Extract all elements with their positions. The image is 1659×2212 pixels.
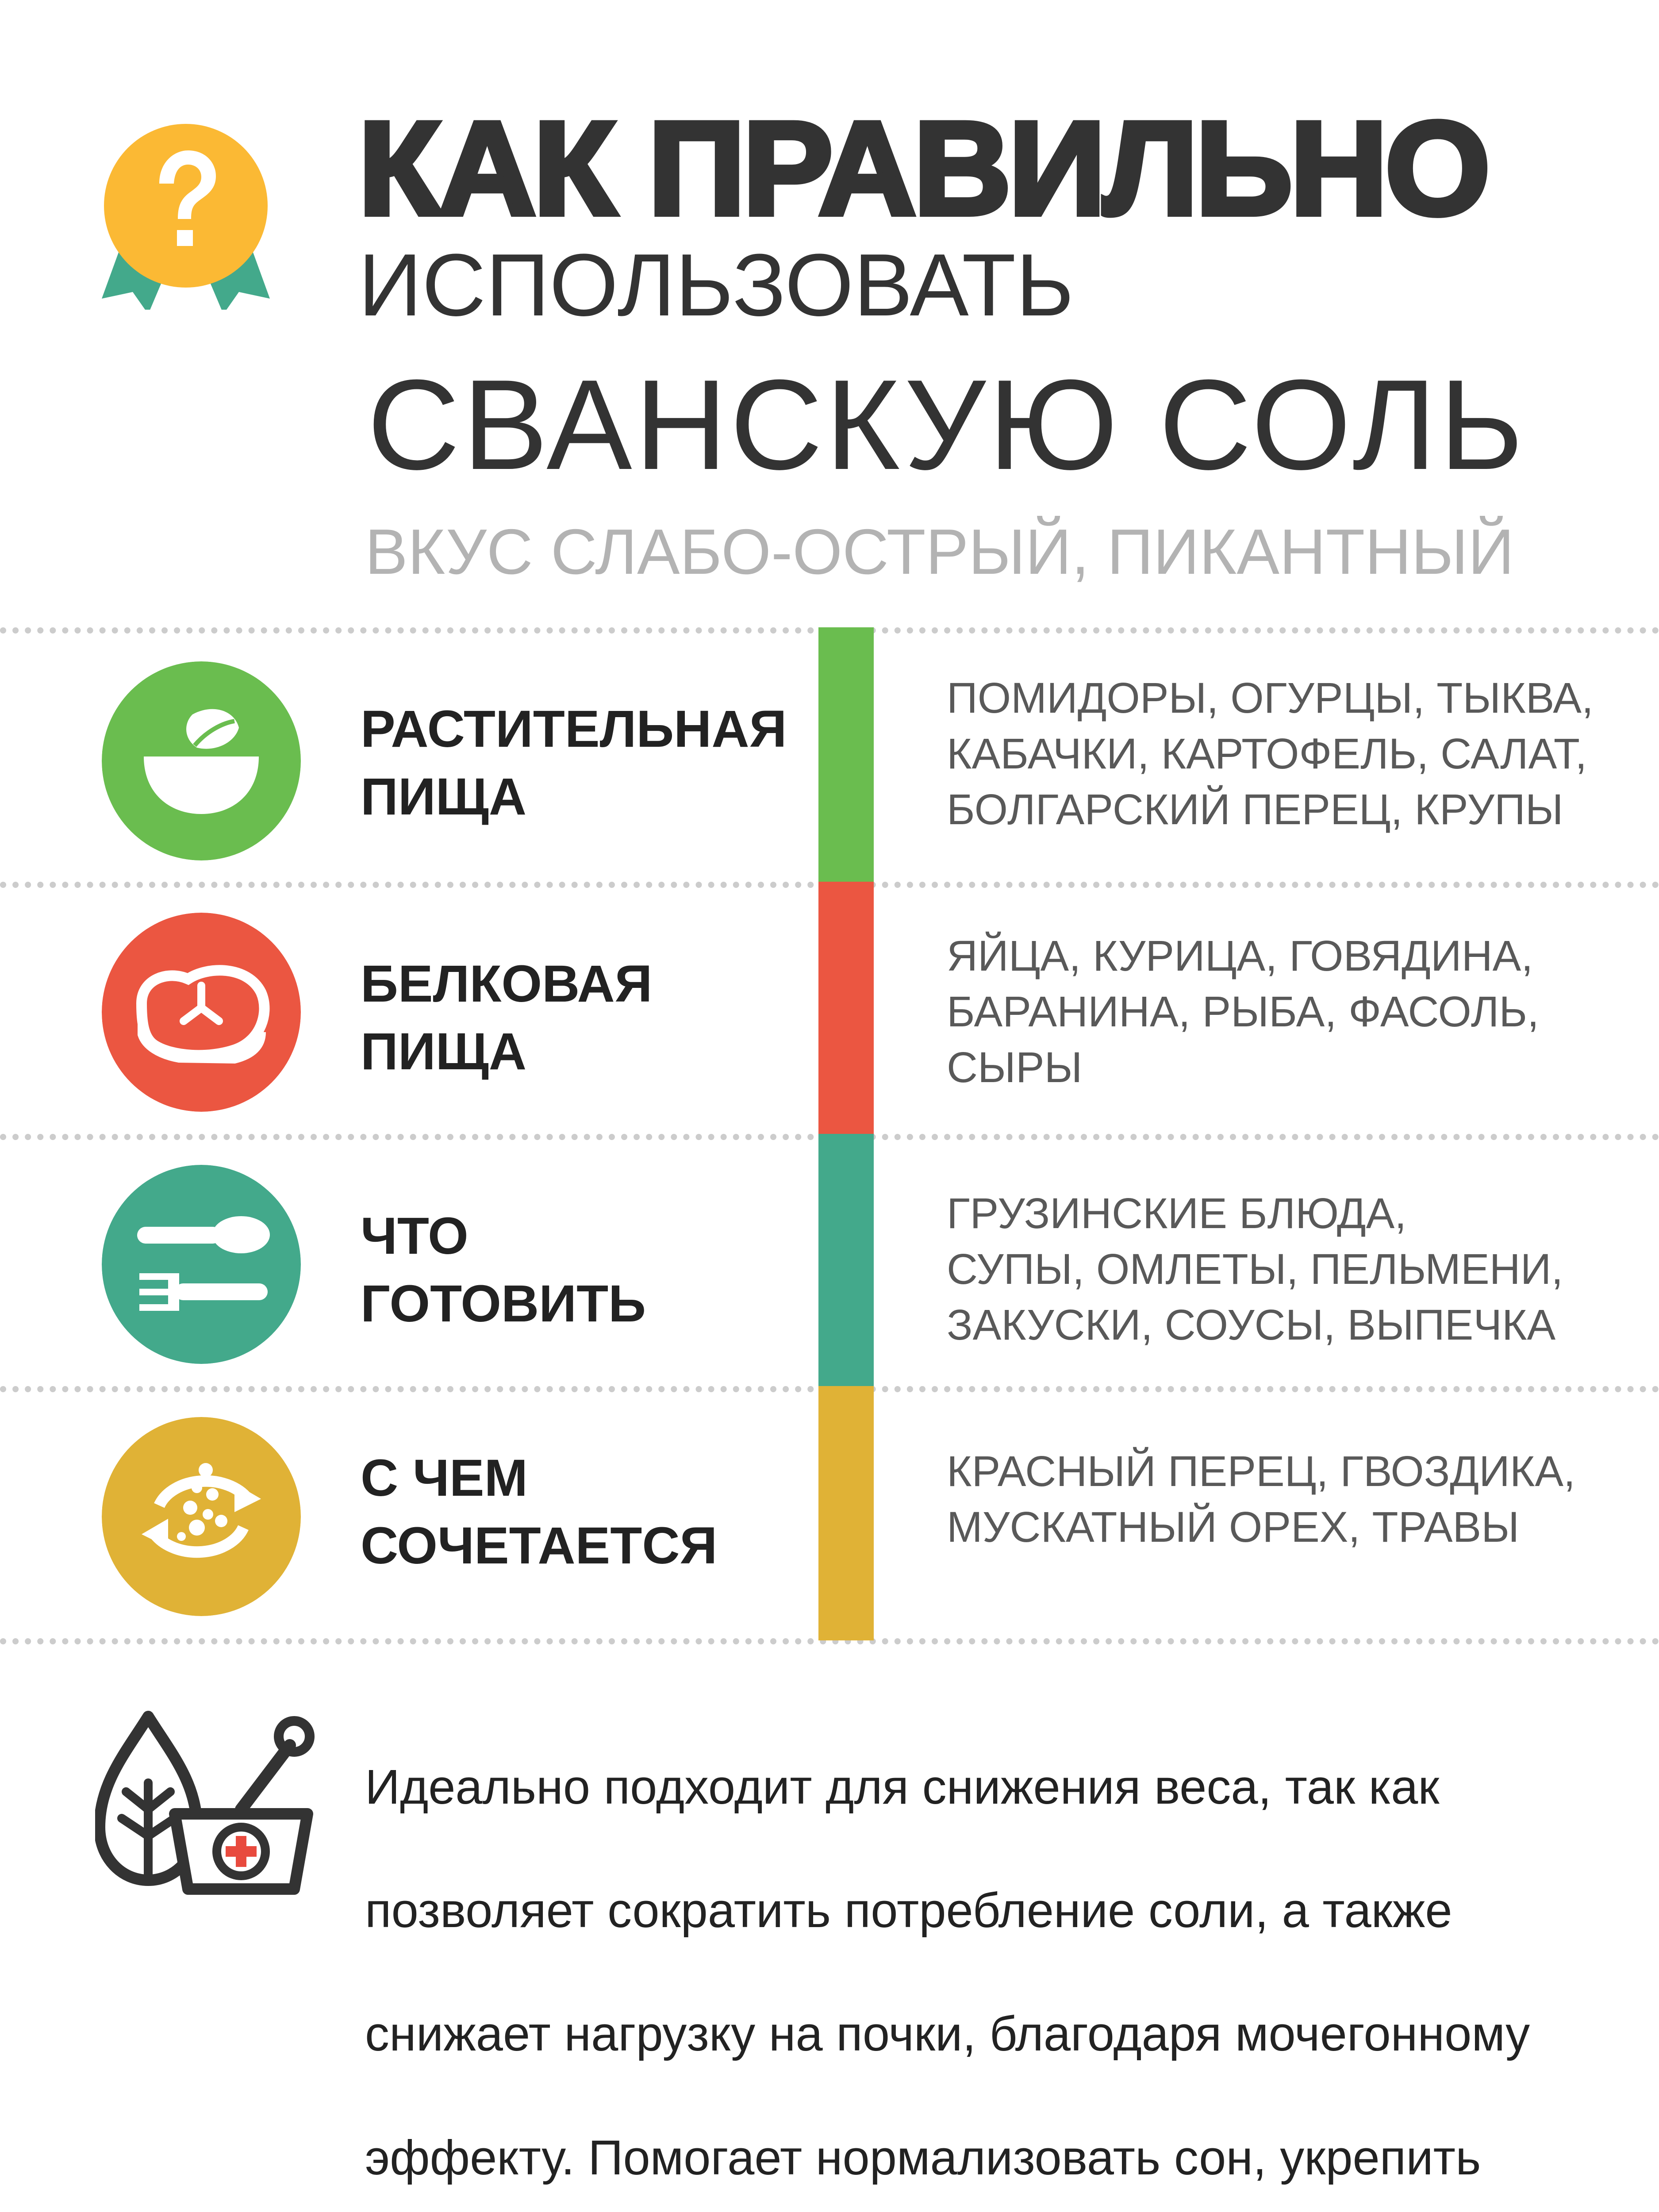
herbal-mortar-icon	[95, 1703, 316, 1911]
subtitle: ВКУС СЛАБО-ОСТРЫЙ, ПИКАНТНЫЙ	[365, 516, 1514, 588]
row-label: РАСТИТЕЛЬНАЯ ПИЩА	[361, 700, 787, 826]
question-badge-icon	[97, 124, 274, 310]
page-title-line-3: СВАНСКУЮ СОЛЬ	[367, 353, 1526, 496]
color-bar-green	[818, 627, 874, 882]
row-items: КРАСНЫЙ ПЕРЕЦ, ГВОЗДИКА, МУСКАТНЫЙ ОРЕХ, ТРАВЫ	[947, 1447, 1575, 1551]
row-label: С ЧЕМ СОЧЕТАЕТСЯ	[361, 1449, 718, 1575]
page-title-line-2: ИСПОЛЬЗОВАТЬ	[358, 236, 1074, 334]
footer-description: Идеально подходит для снижения веса, так как позволяет сократить потребление соли, а также снижает нагрузку на почки, благодаря мочегонному эффекту. Помогает нормализовать сон, укрепить	[365, 1759, 1530, 2185]
row-items: ПОМИДОРЫ, ОГУРЦЫ, ТЫКВА, КАБАЧКИ, КАРТОФЕЛЬ, САЛАТ, БОЛГАРСКИЙ ПЕРЕЦ, КРУПЫ	[947, 674, 1594, 834]
row-label: ЧТО ГОТОВИТЬ	[361, 1207, 646, 1333]
row-label: БЕЛКОВАЯ ПИЩА	[361, 955, 653, 1081]
salad-bowl-icon	[102, 661, 301, 860]
color-bar-teal	[818, 1134, 874, 1386]
spice-mix-icon	[102, 1417, 301, 1616]
row-items: ЯЙЦА, КУРИЦА, ГОВЯДИНА, БАРАНИНА, РЫБА, ФАСОЛЬ, СЫРЫ	[947, 932, 1539, 1092]
row-items: ГРУЗИНСКИЕ БЛЮДА, СУПЫ, ОМЛЕТЫ, ПЕЛЬМЕНИ, ЗАКУСКИ, СОУСЫ, ВЫПЕЧКА	[947, 1189, 1563, 1349]
color-bar-red	[818, 882, 874, 1134]
steak-icon	[102, 913, 301, 1112]
color-bar-yellow	[818, 1386, 874, 1640]
page-title-line-1: КАК ПРАВИЛЬНО	[358, 94, 1488, 242]
spoon-fork-icon	[102, 1165, 301, 1364]
